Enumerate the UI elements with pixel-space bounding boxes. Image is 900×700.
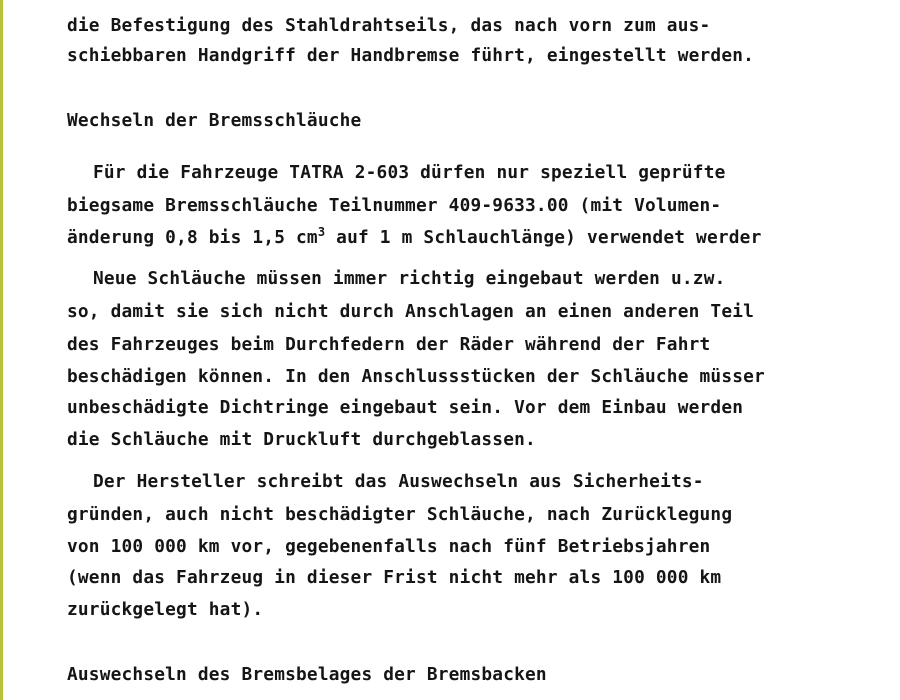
text-line: schiebbaren Handgriff der Handbremse führt, eingestellt werden.: [67, 45, 755, 66]
text-line: biegsame Bremsschläuche Teilnummer 409-9633.00 (mit Volumen-: [67, 195, 722, 216]
section-heading: Auswechseln des Bremsbelages der Bremsbacken: [67, 664, 547, 685]
text-line: gründen, auch nicht beschädigter Schläuche, nach Zurücklegung: [67, 504, 733, 525]
text-line: [67, 225, 762, 248]
text-line: Der Hersteller schreibt das Auswechseln aus Sicherheits-: [93, 471, 704, 492]
text-fragment: änderung 0,8 bis 1,5 cm: [67, 227, 318, 248]
text-line: (wenn das Fahrzeug in dieser Frist nicht mehr als 100 000 km: [67, 567, 722, 588]
text-line: so, damit sie sich nicht durch Anschlagen an einen anderen Teil: [67, 301, 755, 322]
text-line: Neue Schläuche müssen immer richtig eingebaut werden u.zw.: [93, 268, 726, 289]
text-line: zurückgelegt hat).: [67, 599, 264, 620]
text-line: die Schläuche mit Druckluft durchgeblassen.: [67, 429, 536, 450]
superscript: 3: [317, 225, 326, 239]
section-heading: Wechseln der Bremsschläuche: [67, 110, 362, 131]
text-line: die Befestigung des Stahldrahtseils, das nach vorn zum aus-: [67, 15, 711, 36]
text-line: des Fahrzeuges beim Durchfedern der Räder während der Fahrt: [67, 334, 711, 355]
text-line: von 100 000 km vor, gegebenenfalls nach fünf Betriebsjahren: [67, 536, 711, 557]
text-line: Für die Fahrzeuge TATRA 2-603 dürfen nur speziell geprüfte: [93, 162, 726, 183]
text-line: unbeschädigte Dichtringe eingebaut sein. Vor dem Einbau werden: [67, 397, 744, 418]
text-line: beschädigen können. In den Anschlussstücken der Schläuche müsser: [67, 366, 765, 387]
text-fragment: auf 1 m Schlauchlänge) verwendet werder: [325, 227, 762, 248]
